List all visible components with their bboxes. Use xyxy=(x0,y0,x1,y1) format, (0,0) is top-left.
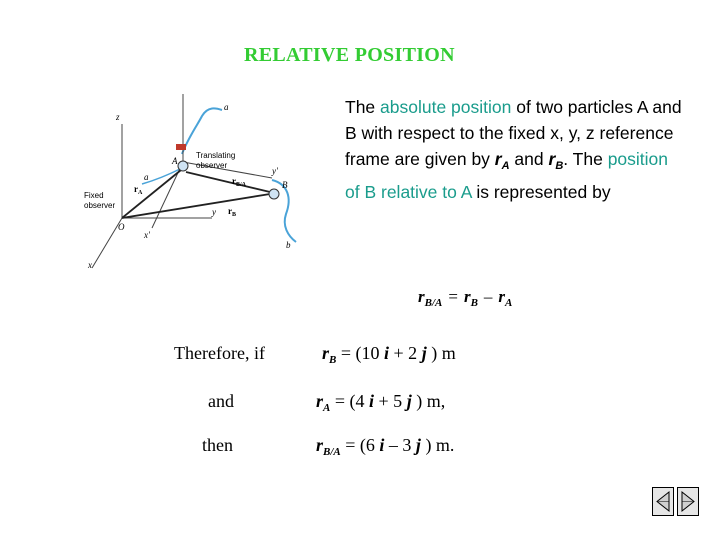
row2-expr: $r_A = (4$ i + 5 j ) m, xyxy=(316,391,446,414)
absolute-position-term: absolute position xyxy=(380,97,512,117)
para-text-1: The xyxy=(345,97,381,117)
y-prime-label: y' xyxy=(272,166,278,176)
fixed-observer-label-1: Fixed xyxy=(84,191,104,200)
relative-position-diagram xyxy=(82,88,312,274)
para-and: and xyxy=(509,149,549,169)
translating-observer-label-1: Translating xyxy=(196,151,236,160)
particle-b xyxy=(269,189,279,199)
curve-b-label: b xyxy=(286,240,291,250)
next-slide-button[interactable] xyxy=(677,487,699,516)
relative-position-equation: $r_{B/A} = r_B - r_A$ xyxy=(418,287,513,309)
explanation-paragraph xyxy=(345,94,685,205)
slide-title: RELATIVE POSITION xyxy=(244,44,455,66)
rba-vector-label: $r_{B/A}$ xyxy=(232,176,247,188)
curve-a-lower-label: a xyxy=(144,172,149,182)
row2-lead: and xyxy=(208,391,234,411)
curve-a-label: a xyxy=(224,102,229,112)
para-text-2: of two particles A and B with respect to the fixed x, y, z reference frame are given by xyxy=(345,97,682,169)
origin-label: O xyxy=(118,222,125,232)
x-prime-label: x' xyxy=(144,230,150,240)
path-a-curve xyxy=(182,108,222,154)
point-b-label: B xyxy=(282,180,288,190)
fixed-observer-label-2: observer xyxy=(84,201,116,210)
x-axis-label: x xyxy=(88,260,92,270)
y-axis-label: y xyxy=(212,207,216,217)
translating-observer-label-2: observer xyxy=(196,161,228,170)
row1-lead: Therefore, if xyxy=(174,343,265,363)
z-axis-label: z xyxy=(116,112,120,122)
ra-symbol: $r_A$ xyxy=(494,149,510,172)
relative-position-term: position of B relative to A xyxy=(345,149,669,202)
previous-arrow-icon xyxy=(653,488,673,515)
rb-symbol: $r_B$ xyxy=(548,149,564,172)
previous-slide-button[interactable] xyxy=(652,487,674,516)
row3-expr: $r_{B/A} = (6$ i – 3 j ) m. xyxy=(316,435,455,458)
point-a-label: A xyxy=(172,156,178,166)
para-text-3: . The xyxy=(563,149,608,169)
para-text-4: is represented by xyxy=(471,182,611,202)
rb-vector-label: $r_B$ xyxy=(228,206,237,218)
row3-lead: then xyxy=(202,435,233,455)
next-arrow-icon xyxy=(678,488,698,515)
ra-vector-label: $r_A$ xyxy=(134,184,143,196)
row1-expr: $r_B = (10$ i + 2 j ) m xyxy=(322,343,456,366)
particle-a xyxy=(178,161,188,171)
